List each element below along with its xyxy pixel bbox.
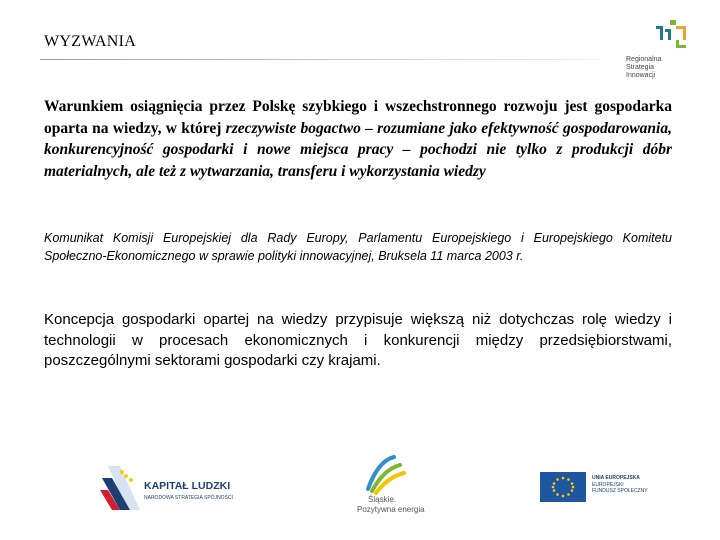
slaskie-text: [350, 495, 430, 514]
slaskie-wave-icon: [350, 455, 420, 495]
kapital-ludzki-title: KAPITAŁ LUDZKI: [144, 480, 231, 492]
kapital-ludzki-subtitle: NARODOWA STRATEGIA SPÓJNOŚCI: [144, 495, 233, 501]
slaskie-logo: [350, 455, 425, 517]
rsi-line-1: Regionalna: [626, 56, 662, 63]
kapital-ludzki-logo: [100, 462, 233, 512]
regional-innovation-strategy-logo: [614, 18, 694, 88]
rsi-line-2: Strategia: [626, 64, 655, 71]
title-divider: [40, 59, 600, 60]
eu-flag-icon: [540, 472, 586, 502]
slide-title: WYZWANIA: [44, 33, 137, 50]
quote-text: Warunkiem osiągnięcia przez Polskę szybkiego i wszechstronnego rozwoju jest gospodarka oparta na wiedzy, w której: [44, 98, 672, 137]
source-citation: Komunikat Komisji Europejskiej dla Rady Europy, Parlamentu Europejskiego i Europejskiego Komitetu Społeczno-Ekonomicznego w sprawie polityki innowacyjnej, Bruksela 11 marca 2003 r.: [44, 231, 672, 263]
eu-line-1: UNIA EUROPEJSKA: [592, 475, 640, 481]
eu-social-fund-logo: [540, 472, 680, 502]
rsi-logo-text: [626, 56, 661, 80]
eu-line-3: FUNDUSZ SPOŁECZNY: [592, 488, 648, 494]
rsi-mark-icon: [614, 18, 694, 56]
eu-line-2: EUROPEJSKI: [592, 481, 624, 488]
rsi-line-3: Innowacji: [626, 72, 656, 79]
kapital-ludzki-mark-icon: [100, 462, 142, 512]
quote-emphasis: rzeczywiste bogactwo – rozumiane jako efektywność gospodarowania, konkurencyjność gospodarki i nowe miejsca pracy – pochodzi nie tylko z produkcji dóbr materialnych, ale też z wytwarzania, transferu i wykorzystania wiedzy: [44, 119, 672, 180]
slaskie-name: Śląskie.: [368, 495, 397, 504]
concept-paragraph: Koncepcja gospodarki opartej na wiedzy przypisuje większą niż dotychczas rolę wiedzy i technologii w procesach ekonomicznych i konkurencji między przedsiębiorstwami, poszczególnymi sektorami gospodarki czy krajami.: [44, 311, 672, 369]
eu-logo-text: [592, 475, 648, 495]
slaskie-slogan: Pozytywna energia: [357, 504, 425, 514]
quote-paragraph: [44, 96, 672, 182]
